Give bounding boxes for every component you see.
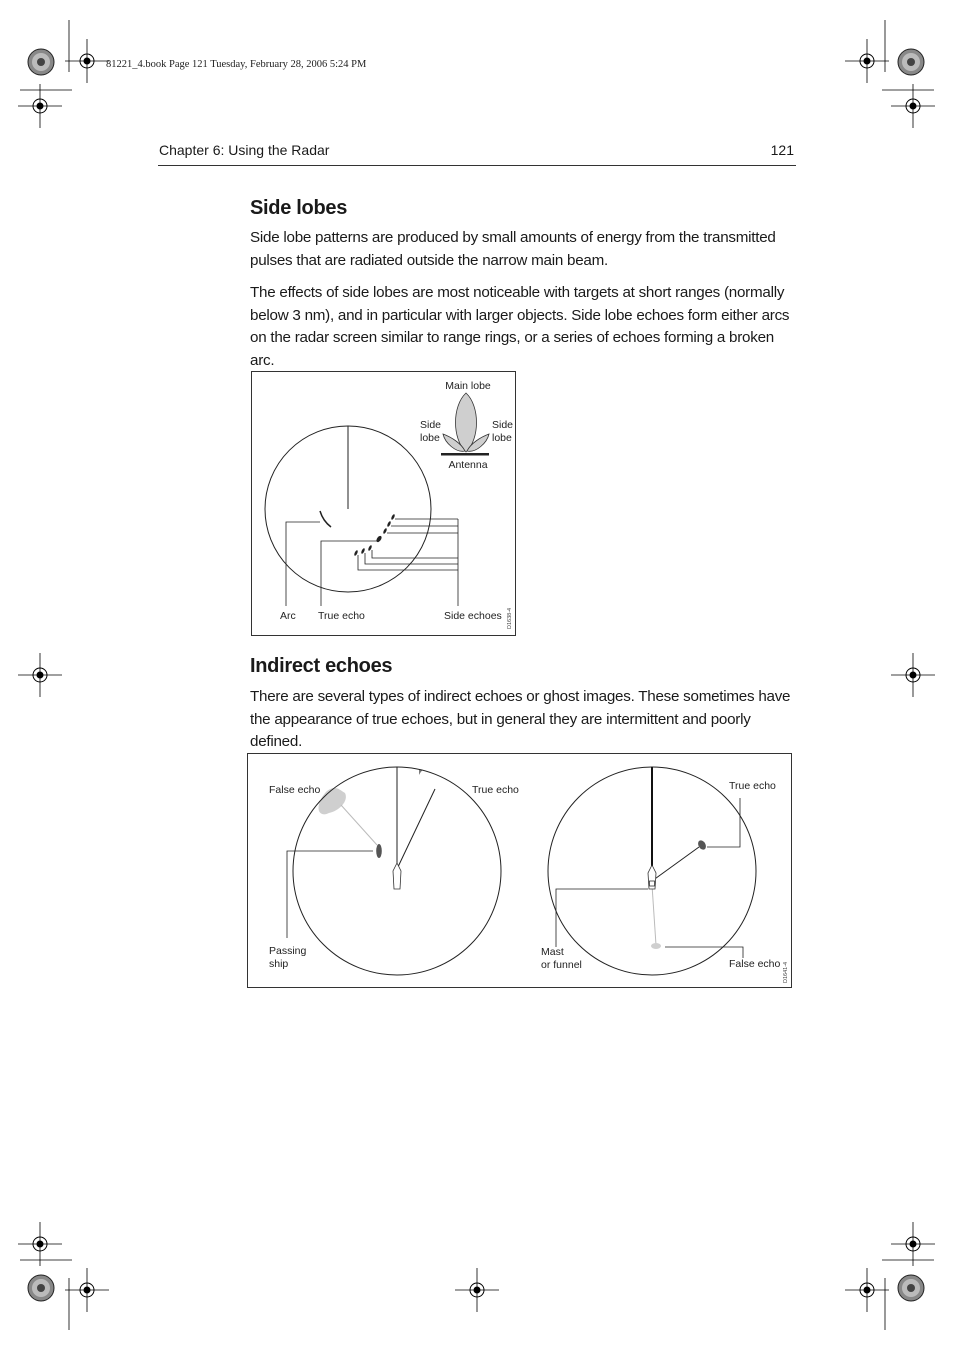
page-number: 121 <box>770 142 794 158</box>
side-lobes-paragraph-1: Side lobe patterns are produced by small amounts of energy from the transmitted pulses that are radiated outside the narrow main beam. <box>250 229 776 269</box>
running-header-chapter: Chapter 6: Using the Radar <box>159 142 330 158</box>
label-true-echo: True echo <box>318 610 365 622</box>
label-mast-2: or funnel <box>541 959 582 971</box>
label-antenna: Antenna <box>448 459 488 471</box>
indirect-echoes-paragraph: There are several types of indirect echoes or ghost images. These sometimes have the appearance of true echoes, but in general they are intermittent and poorly defined. <box>250 688 791 750</box>
label-main-lobe: Main lobe <box>445 380 491 392</box>
registration-mark-icon <box>891 84 935 128</box>
side-lobes-paragraph-2: The effects of side lobes are most noticeable with targets at short ranges (normally below 3 nm), and in particular with larger objects. Side lobe echoes form either arcs on the radar screen similar to range rings, or a series of echoes forming a broken arc. <box>250 284 790 369</box>
figure-frame <box>252 372 516 636</box>
registration-mark-icon <box>845 39 889 83</box>
antenna-bar <box>441 453 489 456</box>
label-side-lobe-left-1: Side <box>420 419 442 431</box>
registration-mark-icon <box>845 1268 889 1312</box>
print-slug: 81221_4.book Page 121 Tuesday, February 28, 2006 5:24 PM <box>106 59 367 70</box>
label-side-echoes: Side echoes <box>444 610 502 622</box>
registration-mark-icon <box>891 1222 935 1266</box>
label-left-true-echo: True echo <box>472 784 519 796</box>
indirect-echoes-heading: Indirect echoes <box>250 655 393 677</box>
label-right-true-echo: True echo <box>729 780 776 792</box>
label-mast-1: Mast <box>541 946 564 958</box>
header-rule <box>158 165 796 166</box>
color-bar-icon <box>28 1275 54 1301</box>
figure-code: D1641-4 <box>783 961 789 983</box>
registration-mark-icon <box>18 84 62 128</box>
registration-mark-icon <box>65 39 109 83</box>
label-side-lobe-left-2: lobe <box>420 432 440 444</box>
label-side-lobe-right-1: Side <box>492 419 514 431</box>
color-bar-icon <box>898 49 924 75</box>
side-lobes-heading: Side lobes <box>250 197 348 219</box>
label-side-lobe-right-2: lobe <box>492 432 512 444</box>
false-echo-mark-right <box>651 943 661 949</box>
registration-mark-icon <box>891 653 935 697</box>
side-lobes-text <box>250 227 798 372</box>
label-arc: Arc <box>280 610 296 622</box>
label-right-false-echo: False echo <box>729 958 781 970</box>
color-bar-icon <box>28 49 54 75</box>
indirect-echoes-figure <box>247 753 792 988</box>
passing-ship-mark <box>376 844 382 858</box>
indirect-echoes-text <box>250 686 798 754</box>
side-lobes-figure <box>251 371 516 636</box>
registration-mark-icon <box>18 653 62 697</box>
mast-icon <box>650 881 655 886</box>
color-bar-icon <box>898 1275 924 1301</box>
label-left-false-echo: False echo <box>269 784 321 796</box>
figure-code: D1638-4 <box>507 607 513 629</box>
label-passing-ship-2: ship <box>269 958 289 970</box>
registration-mark-icon <box>455 1268 499 1312</box>
label-passing-ship-1: Passing <box>269 945 307 957</box>
figure-frame <box>248 754 792 988</box>
registration-mark-icon <box>65 1268 109 1312</box>
registration-mark-icon <box>18 1222 62 1266</box>
